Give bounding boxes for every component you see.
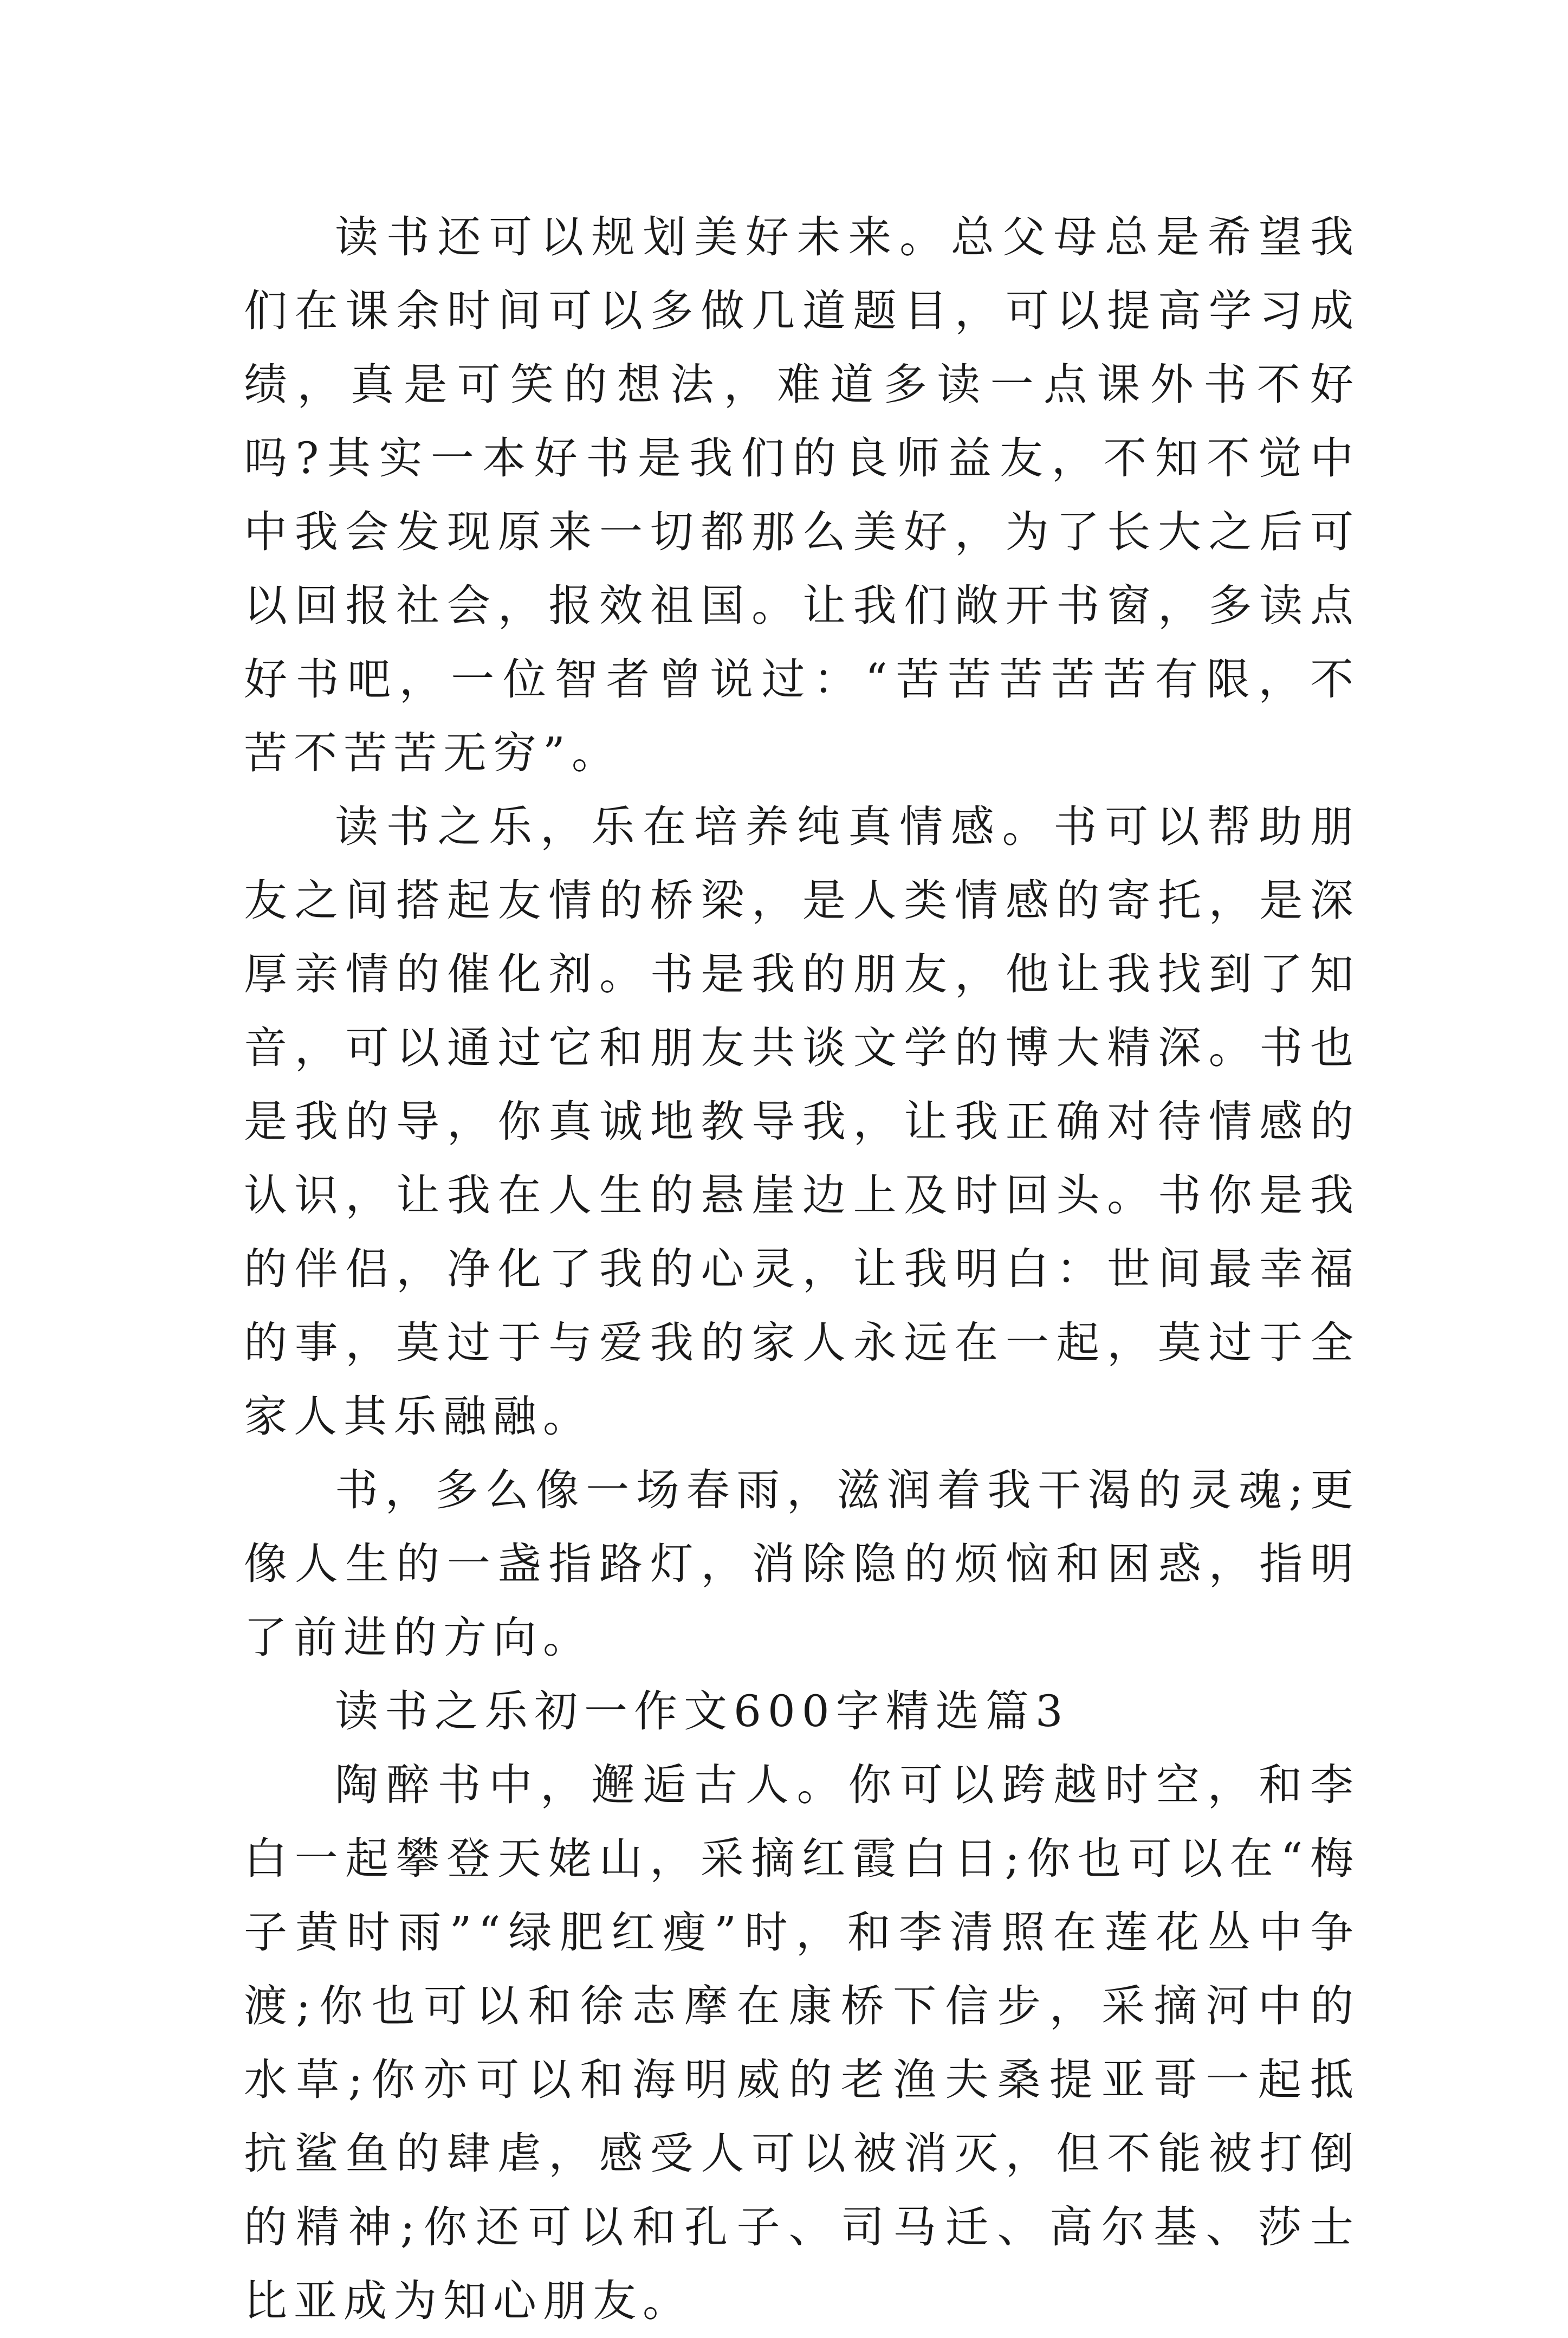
paragraph-planning-future: 读书还可以规划美好未来。总父母总是希望我们在课余时间可以多做几道题目，可以提高学习成绩，真是可笑的想法，难道多读一点课外书不好吗?其实一本好书是我们的良师益友，不知不觉中中我会发现原来一切都那么美好，为了长大之后可以回报社会，报效祖国。让我们敞开书窗，多读点好书吧，一位智者曾说过：“苦苦苦苦苦有限，不苦不苦苦无穷”。 xyxy=(244,212,1360,778)
document-body xyxy=(244,201,1360,2338)
paragraph-meeting-ancients: 陶醉书中，邂逅古人。你可以跨越时空，和李白一起攀登天姥山，采摘红霞白日;你也可以在“梅子黄时雨”“绿肥红瘦”时，和李清照在莲花丛中争渡;你也可以和徐志摩在康桥下信步，采摘河中的水草;你亦可以和海明威的老渔夫桑提亚哥一起抵抗鲨鱼的肆虐，感受人可以被消灭，但不能被打倒的精神;你还可以和孔子、司马迁、高尔基、莎士比亚成为知心朋友。 xyxy=(244,1760,1360,2326)
paragraph-spring-rain: 书，多么像一场春雨，滋润着我干渴的灵魂;更像人生的一盏指路灯，消除隐的烦恼和困惑，指明了前进的方向。 xyxy=(244,1465,1360,1663)
paragraph-joy-of-reading: 读书之乐，乐在培养纯真情感。书可以帮助朋友之间搭起友情的桥梁，是人类情感的寄托，是深厚亲情的催化剂。书是我的朋友，他让我找到了知音，可以通过它和朋友共谈文学的博大精深。书也是我的导，你真诚地教导我，让我正确对待情感的认识，让我在人生的悬崖边上及时回头。书你是我的伴侣，净化了我的心灵，让我明白：世间最幸福的事，莫过于与爱我的家人永远在一起，莫过于全家人其乐融融。 xyxy=(244,802,1360,1442)
section-heading: 读书之乐初一作文600字精选篇3 xyxy=(335,1686,1070,1736)
